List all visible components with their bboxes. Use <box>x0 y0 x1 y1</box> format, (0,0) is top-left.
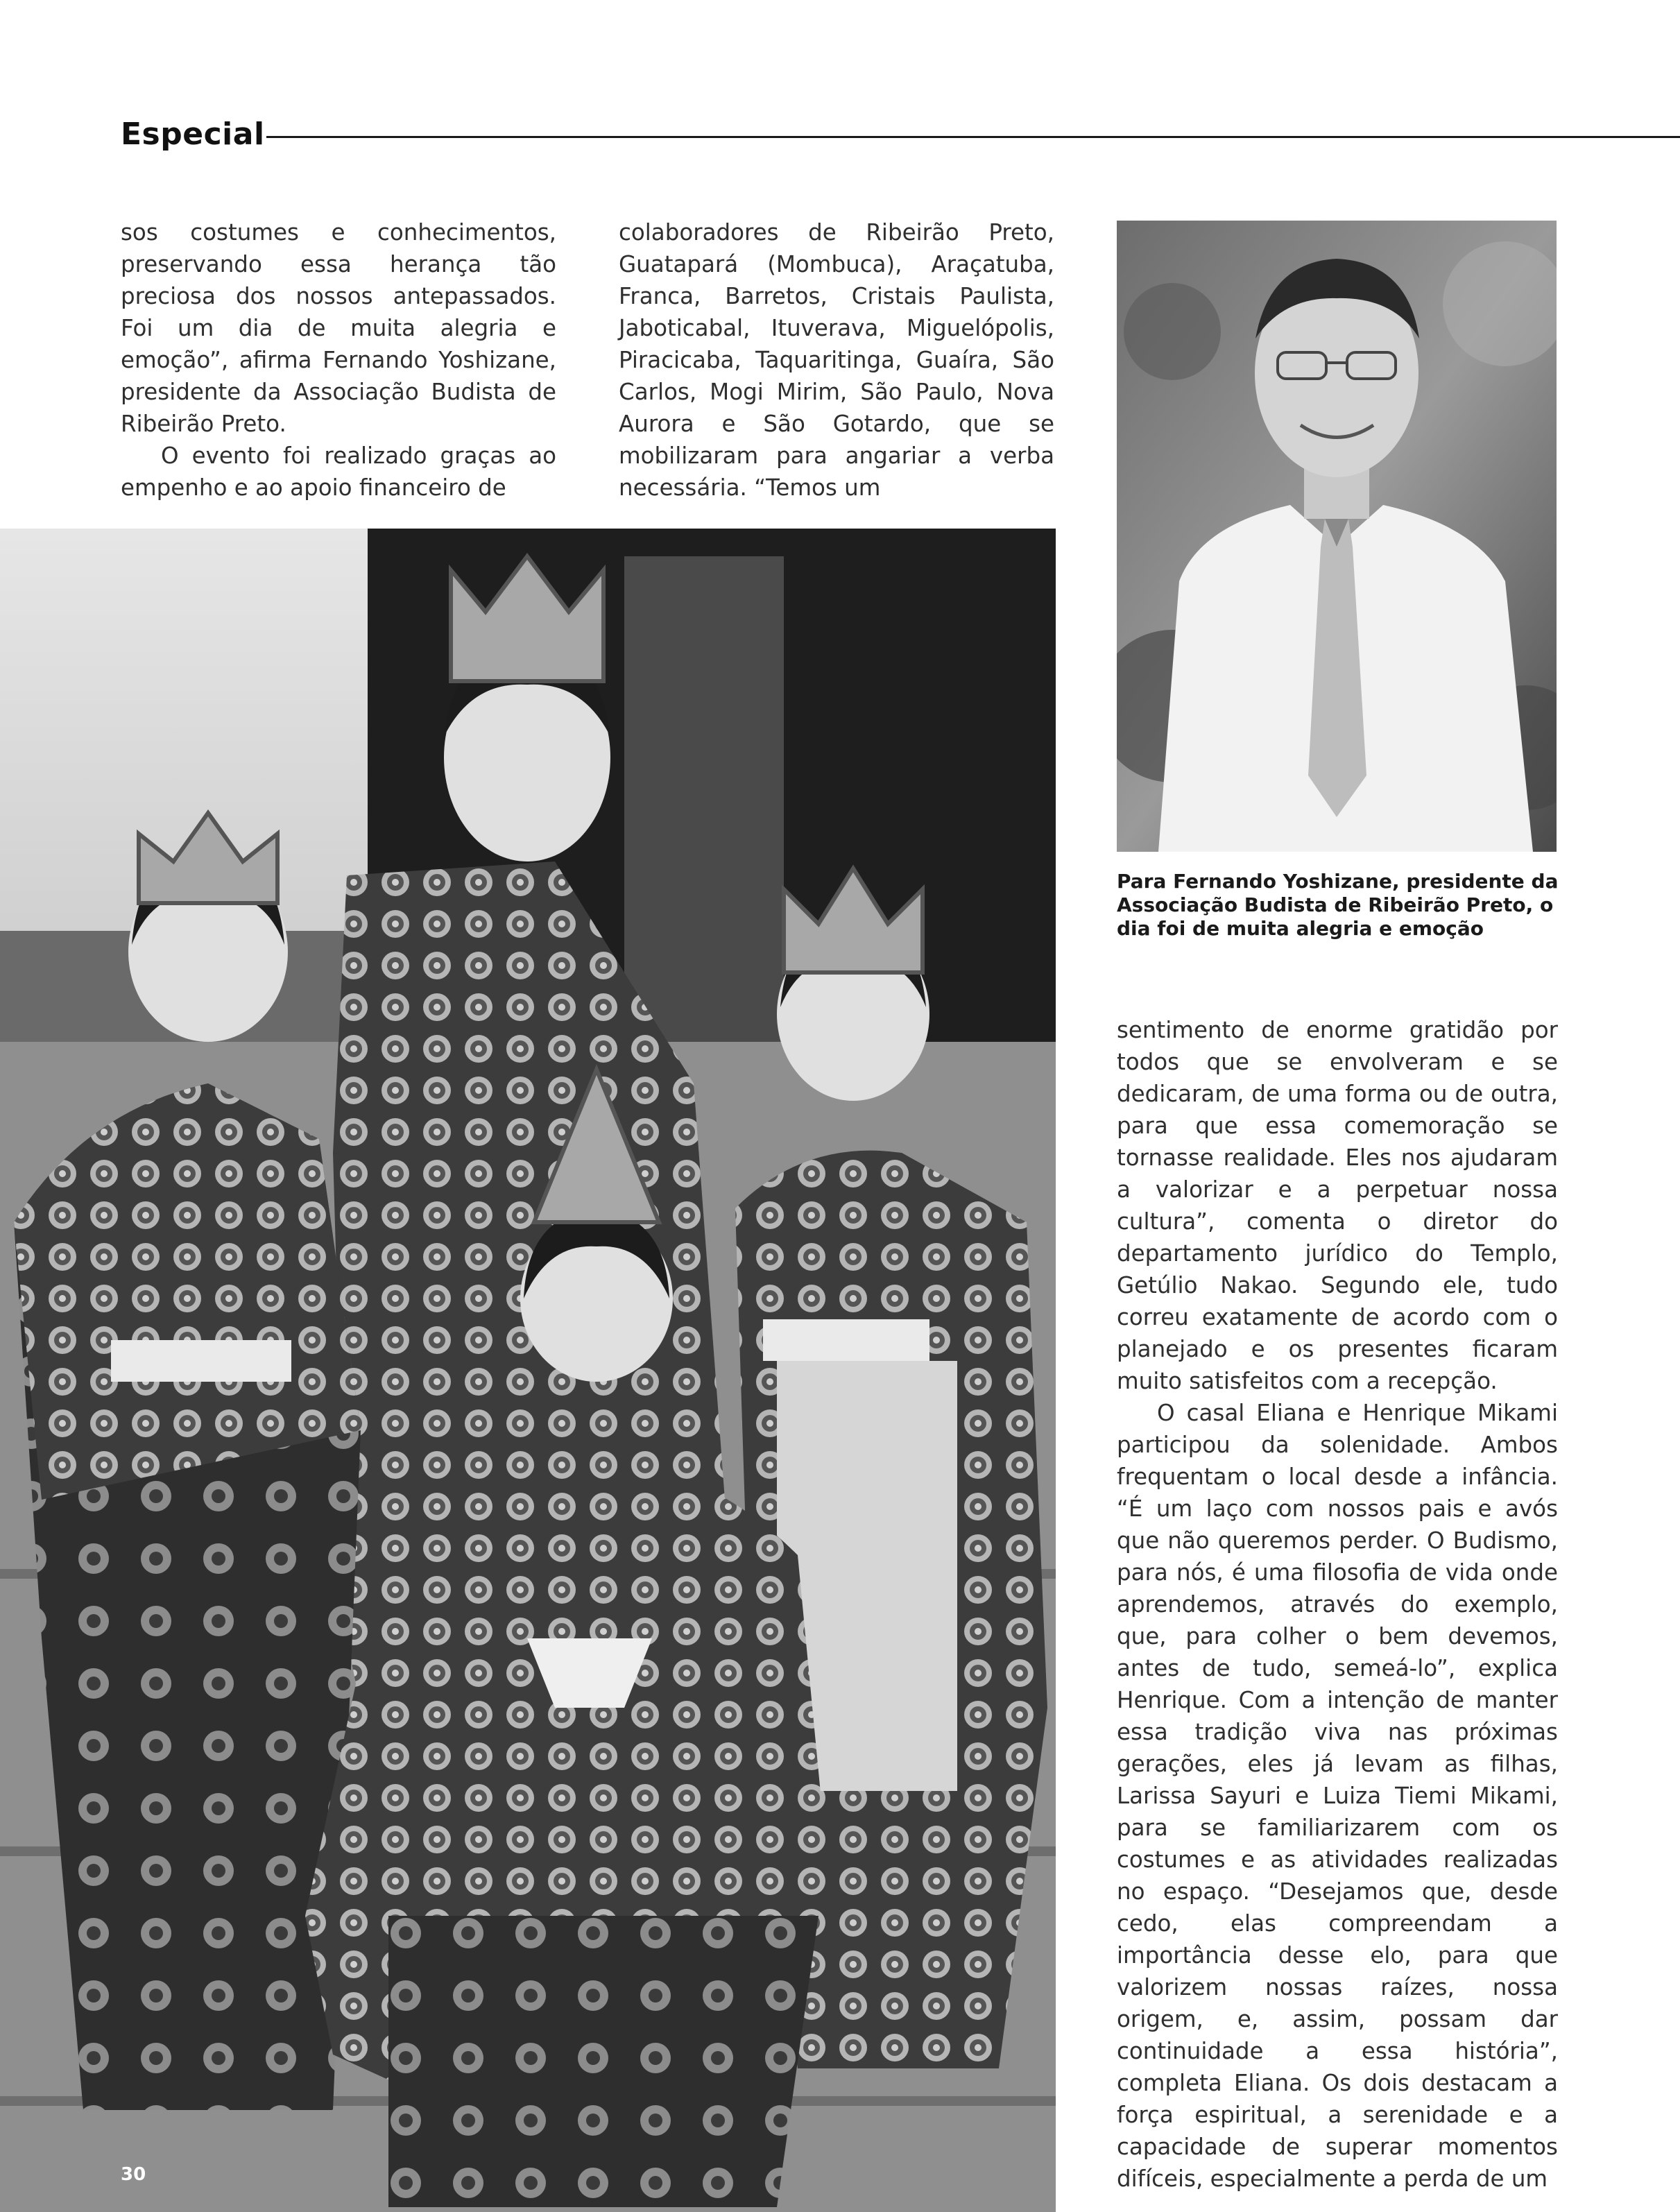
main-photo <box>0 529 1056 2212</box>
photo-caption: Para Fernando Yoshizane, presidente da Associação Budista de Ribeirão Preto, o dia foi de muita alegria e emoção <box>1117 870 1559 940</box>
main-photo-graphic <box>0 529 1056 2212</box>
paragraph: sentimento de enorme gratidão por todos que se envolveram e se dedicaram, de uma forma ou de outra, para que essa comemoração se tornasse realidade. Eles nos ajudaram a valorizar e a perpetuar nossa cultura”, comenta o diretor do departamento jurídico do Templo, Getúlio Nakao. Segundo ele, tudo correu exatamente de acordo com o planejado e os presentes ficaram muito satisfeitos com a recepção. <box>1117 1017 1558 1394</box>
paragraph: O casal Eliana e Henrique Mikami participou da solenidade. Ambos frequentam o local desde a infância. “É um laço com nossos pais e avós que não queremos perder. O Budismo, para nós, é uma filosofia de vida onde aprendemos, através do exemplo, que, para colher o bem devemos, antes de tudo, semeá-lo”, explica Henrique. Com a intenção de manter essa tradição viva nas próximas gerações, eles já levam as filhas, Larissa Sayuri e Luiza Tiemi Mikami, para se familiarizarem com os costumes e as atividades realizadas no espaço. “Desejamos que, desde cedo, elas compreendam a importância desse elo, para que valorizem nossas raízes, nossa origem, e, assim, possam dar continuidade a essa história”, completa Eliana. Os dois destacam a força espiritual, a serenidade e a capacidade de superar momentos difíceis, especialmente a perda de um <box>1117 1400 1558 2192</box>
portrait-photo <box>1117 221 1557 852</box>
portrait-photo-graphic <box>1117 221 1557 852</box>
paragraph: sos costumes e conhecimentos, preservando essa herança tão preciosa dos nossos antepassados. Foi um dia de muita alegria e emoção”, afirma Fernando Yoshizane, presidente da Associação Budista de Ribeirão Preto. <box>121 219 556 437</box>
article-column-1 <box>121 216 556 504</box>
header-rule <box>266 136 1680 138</box>
section-label: Especial <box>121 117 265 152</box>
article-column-3 <box>1117 1014 1558 2195</box>
paragraph: O evento foi realizado graças ao empenho e ao apoio financeiro de <box>121 443 556 501</box>
page-number: 30 <box>121 2164 146 2185</box>
paragraph: colaboradores de Ribeirão Preto, Guatapará (Mombuca), Araçatuba, Franca, Barretos, Cristais Paulista, Jaboticabal, Ituverava, Miguelópolis, Piracicaba, Taquaritinga, Guaíra, São Carlos, Mogi Mirim, São Paulo, Nova Aurora e São Gotardo, que se mobilizaram para angariar a verba necessária. “Temos um <box>619 219 1054 501</box>
article-column-2 <box>619 216 1054 504</box>
